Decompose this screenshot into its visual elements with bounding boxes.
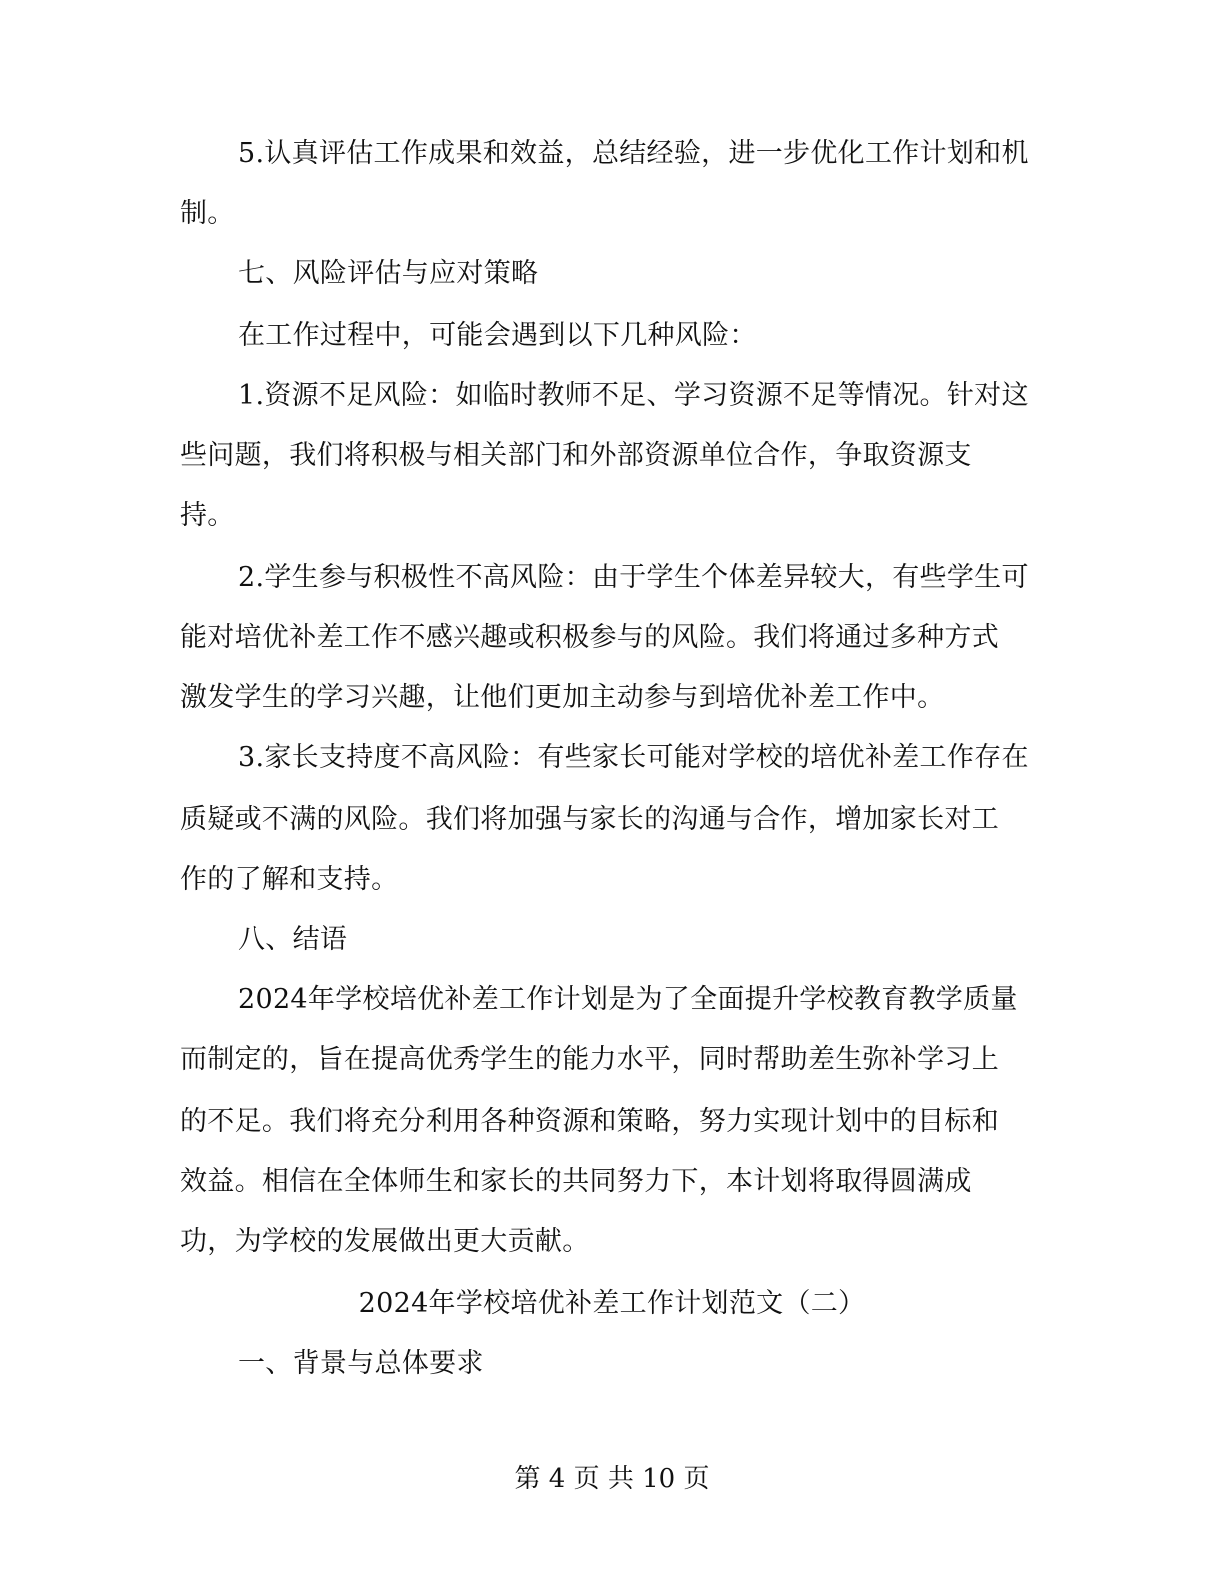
paragraph-line: 质疑或不满的风险。我们将加强与家长的沟通与合作，增加家长对工 — [180, 804, 999, 835]
paragraph-line: 作的了解和支持。 — [180, 864, 399, 895]
paragraph-line: 2024年学校培优补差工作计划是为了全面提升学校教育教学质量 — [238, 984, 1018, 1015]
paragraph-line: 2.学生参与积极性不高风险：由于学生个体差异较大，有些学生可 — [238, 562, 1029, 593]
paragraph-line: 些问题，我们将积极与相关部门和外部资源单位合作，争取资源支 — [180, 440, 972, 471]
paragraph-line: 激发学生的学习兴趣，让他们更加主动参与到培优补差工作中。 — [180, 682, 945, 713]
paragraph-line: 1.资源不足风险：如临时教师不足、学习资源不足等情况。针对这 — [238, 380, 1029, 411]
section-heading: 七、风险评估与应对策略 — [238, 258, 539, 289]
paragraph-line: 在工作过程中，可能会遇到以下几种风险： — [238, 320, 757, 351]
section-heading: 八、结语 — [238, 924, 348, 955]
paragraph-line: 效益。相信在全体师生和家长的共同努力下，本计划将取得圆满成 — [180, 1166, 972, 1197]
paragraph-line: 的不足。我们将充分利用各种资源和策略，努力实现计划中的目标和 — [180, 1106, 999, 1137]
paragraph-line: 功，为学校的发展做出更大贡献。 — [180, 1226, 590, 1257]
paragraph-line: 3.家长支持度不高风险：有些家长可能对学校的培优补差工作存在 — [238, 742, 1029, 773]
paragraph-line: 5.认真评估工作成果和效益，总结经验，进一步优化工作计划和机 — [238, 138, 1029, 169]
paragraph-line: 而制定的，旨在提高优秀学生的能力水平，同时帮助差生弥补学习上 — [180, 1044, 999, 1075]
page-number-footer: 第 4 页 共 10 页 — [514, 1464, 710, 1494]
section-heading: 一、背景与总体要求 — [238, 1348, 484, 1379]
document-title: 2024年学校培优补差工作计划范文（二） — [358, 1288, 866, 1319]
paragraph-line: 持。 — [180, 500, 235, 531]
paragraph-line: 制。 — [180, 198, 235, 229]
paragraph-line: 能对培优补差工作不感兴趣或积极参与的风险。我们将通过多种方式 — [180, 622, 999, 653]
